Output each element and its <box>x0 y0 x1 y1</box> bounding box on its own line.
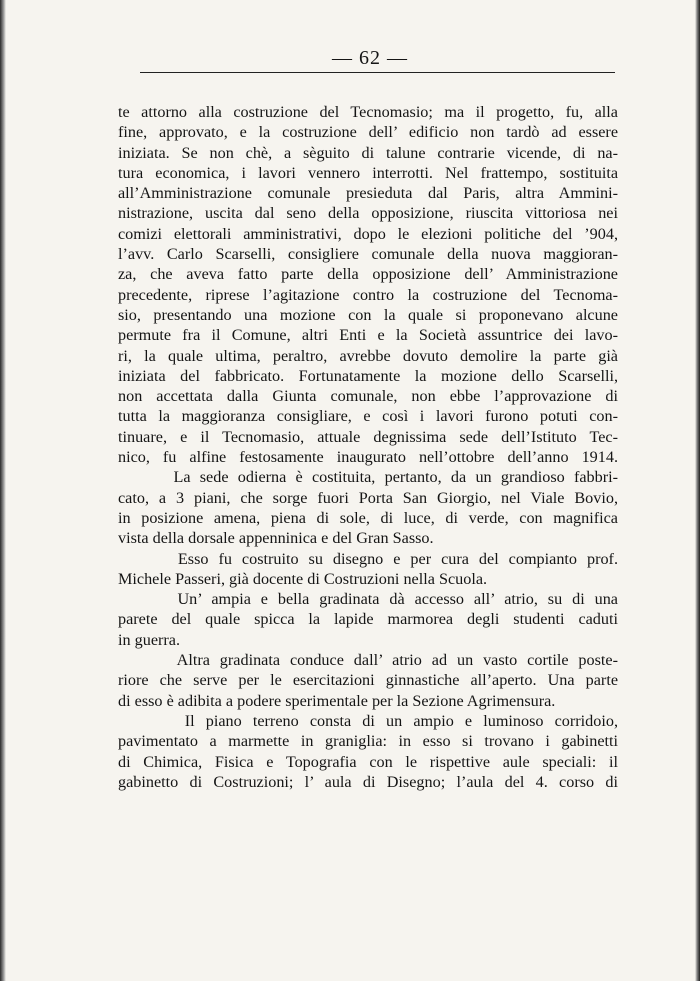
text-line: ri, la quale ultima, peraltro, avrebbe dovuto demolire la parte già <box>118 346 618 365</box>
text-line: riore che serve per le esercitazioni ginnastiche all’aperto. Una parte <box>118 671 618 690</box>
body-text <box>118 102 618 792</box>
text-line: Il piano terreno consta di un ampio e luminoso corridoio, <box>118 711 618 730</box>
text-line: iniziata del fabbricato. Fortunatamente la mozione dello Scarselli, <box>118 366 618 385</box>
text-line: comizi elettorali amministrativi, dopo le elezioni politiche del ’904, <box>118 224 618 243</box>
text-line: Esso fu costruito su disegno e per cura del compianto prof. <box>118 549 618 568</box>
text-line: La sede odierna è costituita, pertanto, da un grandioso fabbri- <box>118 468 618 487</box>
text-line: gabinetto di Costruzioni; l’ aula di Disegno; l’aula del 4. corso di <box>118 772 618 791</box>
text-line: permute fra il Comune, altri Enti e la Società assuntrice dei lavo- <box>118 326 618 345</box>
page-number: — 62 — <box>332 47 408 69</box>
text-line: nistrazione, uscita dal seno della opposizione, riuscita vittoriosa nei <box>118 204 618 223</box>
text-line: di Chimica, Fisica e Topografia con le rispettive aule speciali: il <box>118 752 618 771</box>
text-line: in guerra. <box>118 630 181 649</box>
text-line: sio, presentando una mozione con la quale si proponevano alcune <box>118 305 618 324</box>
text-line: tura economica, i lavori vennero interrotti. Nel frattempo, sostituita <box>118 163 618 182</box>
text-line: Michele Passeri, già docente di Costruzioni nella Scuola. <box>118 569 488 588</box>
text-line: l’avv. Carlo Scarselli, consigliere comunale della nuova maggioran- <box>118 245 618 264</box>
text-line: non accettata dalla Giunta comunale, non ebbe l’approvazione di <box>118 387 618 406</box>
page-left-edge-shadow <box>0 0 6 981</box>
page-right-edge-shadow <box>695 0 700 981</box>
text-line: Un’ ampia e bella gradinata dà accesso all’ atrio, su di una <box>118 590 618 609</box>
text-line: te attorno alla costruzione del Tecnomasio; ma il progetto, fu, alla <box>118 103 618 121</box>
text-line: Altra gradinata conduce dall’ atrio ad un vasto cortile poste- <box>118 651 618 670</box>
text-line: parete del quale spicca la lapide marmorea degli studenti caduti <box>118 610 618 629</box>
text-line: nico, fu alfine festosamente inaugurato nell’ottobre dell’anno 1914. <box>118 448 618 467</box>
text-line: vista della dorsale appenninica e del Gran Sasso. <box>118 529 434 548</box>
text-line: fine, approvato, e la costruzione dell’ edificio non tardò ad essere <box>118 123 618 142</box>
text-line: precedente, riprese l’agitazione contro la costruzione del Tecnoma- <box>118 285 618 304</box>
text-line: all’Amministrazione comunale presieduta dal Paris, altra Ammini- <box>118 184 618 203</box>
header-rule <box>140 72 615 73</box>
text-line: iniziata. Se non chè, a sèguito di talune contrarie vicende, di na- <box>118 143 618 162</box>
text-line: za, che aveva fatto parte della opposizione dell’ Amministrazione <box>118 265 618 284</box>
text-line: tinuare, e il Tecnomasio, attuale degnissima sede dell’Istituto Tec- <box>118 427 618 446</box>
text-line: in posizione amena, piena di sole, di luce, di verde, con magnifica <box>118 508 618 527</box>
text-line: tutta la maggioranza consigliare, e così i lavori furono potuti con- <box>118 407 618 426</box>
text-line: pavimentato a marmette in graniglia: in esso si trovano i gabinetti <box>118 732 618 751</box>
text-line: di esso è adibita a podere sperimentale per la Sezione Agrimensura. <box>118 691 556 710</box>
text-line: cato, a 3 piani, che sorge fuori Porta San Giorgio, nel Viale Bovio, <box>118 488 618 507</box>
